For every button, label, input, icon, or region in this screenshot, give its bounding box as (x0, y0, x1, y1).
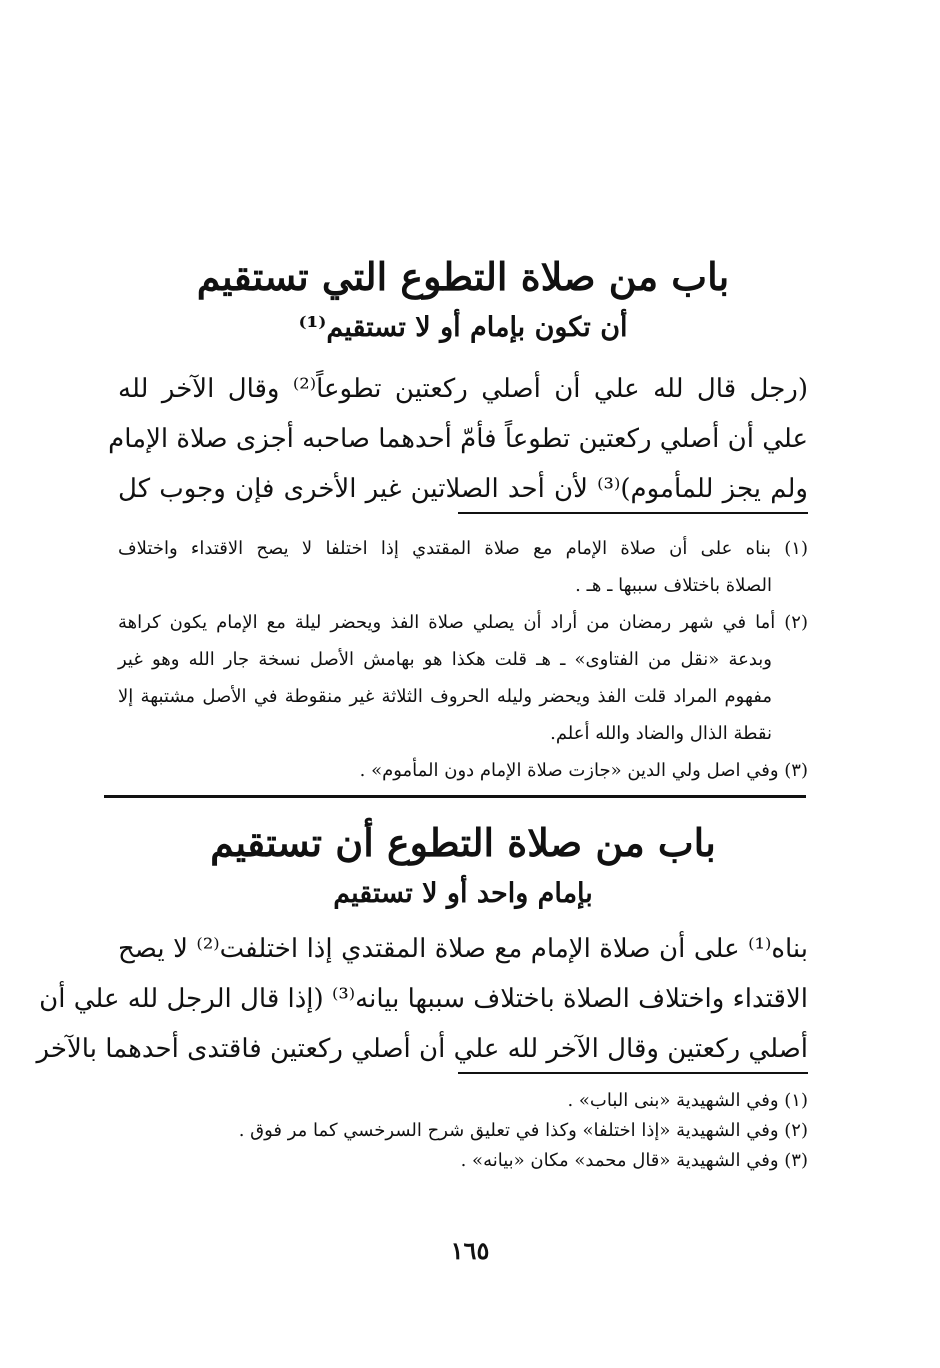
section-2-title: باب من صلاة التطوع أن تستقيم (210, 820, 716, 865)
section-1-footnotes (118, 530, 808, 789)
body-line: بناه⁽¹⁾ على أن صلاة الإمام مع صلاة المقتدي إذا اختلفت⁽²⁾ لا يصح (118, 934, 808, 964)
section-2-subtitle: بإمام واحد أو لا تستقيم (333, 878, 593, 909)
footnote-line: (٣) وفي الشهيدية «قال محمد» مكان «بيانه» . (460, 1150, 808, 1171)
section-2-subheading (118, 876, 808, 912)
body-line: أصلي ركعتين وقال الآخر لله علي أن أصلي ركعتين فاقتدى أحدهما بالآخر (36, 1034, 808, 1064)
footnote-line: نقطة الذال والضاد والله أعلم. (550, 723, 772, 744)
section-2-body (36, 924, 808, 1074)
body-line: (رجل قال لله علي أن أصلي ركعتين تطوعاً⁽²⁾ وقال الآخر لله (118, 374, 808, 404)
body-line: ولم يجز للمأموم)⁽³⁾ لأن أحد الصلاتين غير الأخرى فإن وجوب كل (118, 474, 808, 504)
body-line: علي أن أصلي ركعتين تطوعاً فأمّ أحدهما صاحبه أجزى صلاة الإمام (108, 424, 808, 454)
body-line: الاقتداء واختلاف الصلاة باختلاف سببها بيانه⁽³⁾ (إذا قال الرجل لله علي أن (39, 984, 808, 1014)
footnote-line: الصلاة باختلاف سببها ـ هـ . (575, 575, 772, 596)
page-number: ١٦٥ (450, 1236, 490, 1265)
footnote-separator (458, 512, 808, 514)
section-1-subheading (118, 310, 808, 346)
footnote-line: (٢) وفي الشهيدية «إذا اختلفا» وكذا في تعليق شرح السرخسي كما مر فوق . (238, 1120, 808, 1141)
section-1-title: باب من صلاة التطوع التي تستقيم (196, 254, 730, 299)
footnote-line: وبدعة «نقل من الفتاوى» ـ هـ قلت هكذا هو بهامش الأصل نسخة جار الله وهو غير (118, 649, 772, 670)
section-1-heading (118, 252, 808, 302)
section-2-footnotes (118, 1086, 808, 1176)
footnote-line: (٣) وفي اصل ولي الدين «جازت صلاة الإمام دون المأموم» . (359, 760, 808, 781)
section-1-body (108, 364, 808, 514)
section-2-heading (118, 818, 808, 868)
section-divider (104, 795, 806, 798)
footnote-line: (١) بناه على أن صلاة الإمام مع صلاة المقتدي إذا اختلفا لا يصح الاقتداء واختلاف (118, 538, 808, 559)
footnote-separator (458, 1072, 808, 1074)
section-1-subtitle: أن تكون بإمام أو لا تستقيم⁽¹⁾ (298, 312, 628, 343)
footnote-line: مفهوم المراد قلت الفذ ويحضر وليله الحروف الثلاثة غير منقوطة في الأصل مشتبهة إلا (118, 686, 772, 707)
footnote-line: (١) وفي الشهيدية «بنى الباب» . (567, 1090, 808, 1111)
footnote-line: (٢) أما في شهر رمضان من أراد أن يصلي صلاة الفذ ويحضر ليلة مع الإمام يكون كراهة (118, 612, 808, 633)
